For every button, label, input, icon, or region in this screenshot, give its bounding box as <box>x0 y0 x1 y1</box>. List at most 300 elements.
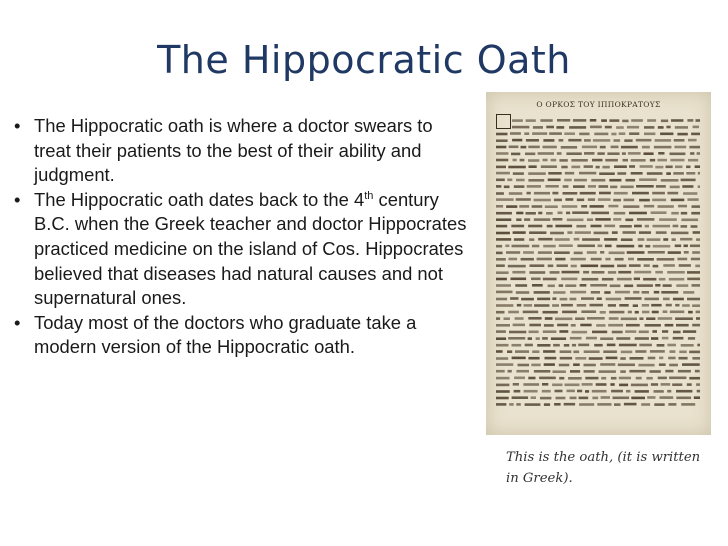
oath-word-stroke <box>496 192 504 195</box>
oath-word-stroke <box>626 179 636 182</box>
oath-word-stroke <box>571 159 588 162</box>
oath-word-stroke <box>619 304 628 307</box>
oath-word-stroke <box>532 350 539 353</box>
oath-word-stroke <box>628 311 632 314</box>
oath-word-stroke <box>558 212 563 215</box>
oath-word-stroke <box>537 258 552 261</box>
oath-word-stroke <box>509 403 514 406</box>
oath-word-stroke <box>559 284 564 287</box>
oath-word-stroke <box>666 172 671 175</box>
oath-word-stroke <box>526 119 536 122</box>
oath-word-stroke <box>678 205 687 208</box>
oath-word-stroke <box>657 159 667 162</box>
oath-word-stroke <box>525 153 535 156</box>
oath-word-stroke <box>639 178 657 181</box>
oath-word-stroke <box>633 291 639 294</box>
oath-word-stroke <box>637 258 654 261</box>
oath-word-stroke <box>652 199 666 202</box>
oath-word-stroke <box>636 185 654 188</box>
oath-word-stroke <box>515 350 529 353</box>
oath-text-lines <box>486 92 711 435</box>
oath-word-stroke <box>527 185 541 188</box>
oath-word-stroke <box>570 397 577 400</box>
oath-word-stroke <box>543 146 557 149</box>
oath-word-stroke <box>512 357 526 360</box>
oath-word-stroke <box>639 317 643 320</box>
oath-word-stroke <box>587 251 597 254</box>
oath-word-stroke <box>647 396 655 399</box>
oath-word-stroke <box>614 403 621 406</box>
oath-word-stroke <box>622 120 628 123</box>
oath-word-stroke <box>591 179 605 182</box>
oath-word-stroke <box>543 350 555 353</box>
oath-word-stroke <box>660 396 674 399</box>
oath-word-stroke <box>514 185 525 188</box>
oath-word-stroke <box>534 218 551 221</box>
oath-word-stroke <box>591 291 600 294</box>
oath-word-stroke <box>661 291 678 294</box>
oath-word-stroke <box>496 397 509 400</box>
oath-word-stroke <box>553 218 563 221</box>
oath-word-stroke <box>671 232 689 235</box>
oath-word-stroke <box>661 120 668 123</box>
oath-word-stroke <box>577 304 587 307</box>
oath-word-stroke <box>673 337 684 340</box>
oath-word-stroke <box>531 396 536 399</box>
oath-word-stroke <box>681 212 687 215</box>
oath-word-stroke <box>613 397 630 400</box>
oath-word-stroke <box>632 192 649 195</box>
oath-word-stroke <box>623 159 629 162</box>
oath-word-stroke <box>562 205 578 208</box>
oath-word-stroke <box>670 186 680 189</box>
oath-word-stroke <box>642 146 650 149</box>
oath-word-stroke <box>551 159 557 162</box>
oath-word-stroke <box>624 199 635 202</box>
oath-word-stroke <box>674 146 686 149</box>
oath-word-stroke <box>619 384 628 387</box>
oath-word-stroke <box>512 344 522 347</box>
oath-word-stroke <box>625 297 642 300</box>
oath-word-stroke <box>528 317 541 320</box>
oath-word-stroke <box>564 344 570 347</box>
oath-word-stroke <box>584 139 591 142</box>
oath-word-stroke <box>567 219 584 222</box>
oath-word-stroke <box>538 152 554 155</box>
oath-word-stroke <box>675 304 679 307</box>
oath-word-stroke <box>629 264 641 267</box>
oath-word-stroke <box>496 185 501 188</box>
oath-word-stroke <box>625 330 636 333</box>
oath-word-stroke <box>496 146 506 149</box>
oath-word-stroke <box>504 317 510 320</box>
oath-word-stroke <box>496 377 510 380</box>
oath-word-stroke <box>652 330 657 333</box>
oath-word-stroke <box>651 304 661 307</box>
oath-word-stroke <box>557 119 570 122</box>
oath-word-stroke <box>672 238 676 241</box>
oath-word-stroke <box>670 311 685 314</box>
oath-word-stroke <box>523 383 539 386</box>
oath-word-stroke <box>633 304 638 307</box>
oath-word-stroke <box>528 179 544 182</box>
oath-word-stroke <box>630 357 644 360</box>
oath-word-stroke <box>555 318 572 321</box>
oath-word-stroke <box>584 165 593 168</box>
oath-word-stroke <box>604 291 610 294</box>
oath-word-stroke <box>611 390 623 393</box>
oath-word-stroke <box>544 324 554 327</box>
oath-word-stroke <box>652 311 659 314</box>
oath-word-stroke <box>565 172 574 175</box>
bullet-text: Today most of the doctors who graduate take a modern version of the Hippocratic oath. <box>34 311 417 358</box>
oath-word-stroke <box>644 152 654 155</box>
oath-word-stroke <box>534 370 550 373</box>
oath-word-stroke <box>534 304 549 307</box>
oath-word-stroke <box>550 271 560 274</box>
oath-word-stroke <box>573 351 579 354</box>
oath-word-stroke <box>619 132 626 135</box>
oath-word-stroke <box>628 258 634 261</box>
oath-word-stroke <box>590 119 597 122</box>
oath-word-stroke <box>661 383 671 386</box>
oath-word-stroke <box>528 377 535 380</box>
oath-word-stroke <box>682 304 690 307</box>
oath-word-stroke <box>544 363 555 366</box>
oath-word-stroke <box>528 225 542 228</box>
oath-word-stroke <box>512 245 530 248</box>
oath-word-stroke <box>607 152 619 155</box>
oath-word-stroke <box>542 383 548 386</box>
oath-word-stroke <box>647 119 656 122</box>
oath-word-stroke <box>687 278 700 281</box>
oath-word-stroke <box>553 291 565 294</box>
oath-word-stroke <box>679 351 686 354</box>
oath-word-stroke <box>504 186 510 189</box>
oath-word-stroke <box>592 271 605 274</box>
oath-word-stroke <box>516 218 521 221</box>
oath-word-stroke <box>506 205 517 208</box>
oath-word-stroke <box>592 397 598 400</box>
oath-word-stroke <box>537 344 550 347</box>
oath-word-stroke <box>663 310 668 313</box>
oath-word-stroke <box>538 251 552 254</box>
oath-word-stroke <box>599 370 616 373</box>
oath-word-stroke <box>638 245 642 248</box>
oath-word-stroke <box>581 265 599 268</box>
oath-word-stroke <box>554 199 562 202</box>
oath-word-stroke <box>519 205 529 208</box>
oath-word-stroke <box>515 284 527 287</box>
oath-word-stroke <box>681 403 695 406</box>
oath-word-stroke <box>605 159 618 162</box>
oath-word-stroke <box>571 258 586 261</box>
oath-word-stroke <box>524 304 533 307</box>
oath-word-stroke <box>530 264 545 267</box>
oath-word-stroke <box>582 383 593 386</box>
oath-word-stroke <box>559 244 573 247</box>
oath-word-stroke <box>642 304 649 307</box>
oath-word-stroke <box>621 351 633 354</box>
oath-word-stroke <box>562 311 577 314</box>
oath-word-stroke <box>585 377 598 380</box>
oath-word-stroke <box>496 311 505 314</box>
oath-word-stroke <box>515 317 524 320</box>
oath-word-stroke <box>559 364 570 367</box>
oath-word-stroke <box>650 350 665 353</box>
bullet-item <box>14 188 474 311</box>
oath-word-stroke <box>570 298 577 301</box>
oath-word-stroke <box>600 363 615 366</box>
oath-word-stroke <box>546 126 554 129</box>
oath-word-stroke <box>513 231 526 234</box>
oath-word-stroke <box>528 357 539 360</box>
oath-word-stroke <box>496 317 500 320</box>
oath-word-stroke <box>620 370 626 373</box>
oath-word-stroke <box>512 271 525 274</box>
oath-word-stroke <box>513 172 524 175</box>
oath-word-stroke <box>691 212 700 215</box>
oath-word-stroke <box>516 370 529 373</box>
oath-word-stroke <box>677 133 687 136</box>
oath-word-stroke <box>534 192 550 195</box>
oath-word-stroke <box>663 264 675 267</box>
oath-word-stroke <box>576 225 586 228</box>
oath-word-stroke <box>507 350 512 353</box>
oath-word-stroke <box>545 205 558 208</box>
oath-word-stroke <box>620 225 632 228</box>
oath-word-stroke <box>587 317 605 320</box>
oath-word-stroke <box>670 159 684 162</box>
oath-word-stroke <box>666 126 670 129</box>
oath-word-stroke <box>547 225 553 228</box>
oath-word-stroke <box>496 212 512 215</box>
oath-word-stroke <box>682 363 700 366</box>
oath-word-stroke <box>691 225 698 228</box>
oath-word-stroke <box>666 166 673 169</box>
oath-word-stroke <box>642 291 649 294</box>
oath-word-stroke <box>629 165 635 168</box>
oath-word-stroke <box>686 166 690 169</box>
oath-word-stroke <box>621 318 637 321</box>
oath-word-stroke <box>525 403 541 406</box>
oath-word-stroke <box>566 212 570 215</box>
oath-word-stroke <box>496 179 505 182</box>
oath-word-stroke <box>616 245 634 248</box>
oath-word-stroke <box>617 172 626 175</box>
oath-word-stroke <box>659 218 677 221</box>
oath-word-stroke <box>590 284 607 287</box>
oath-word-stroke <box>565 284 576 287</box>
oath-word-stroke <box>496 271 509 274</box>
oath-word-stroke <box>636 377 642 380</box>
oath-word-stroke <box>543 330 557 333</box>
oath-heading: Ο ΟΡΚΟΣ ΤΟΥ ΙΠΠΟΚΡΑΤΟΥΣ <box>536 100 661 109</box>
oath-word-stroke <box>583 271 589 274</box>
oath-word-stroke <box>629 212 647 215</box>
oath-word-stroke <box>688 337 695 340</box>
oath-word-stroke <box>681 344 694 347</box>
oath-word-stroke <box>545 185 558 188</box>
oath-word-stroke <box>642 311 649 314</box>
oath-word-stroke <box>565 198 573 201</box>
oath-word-stroke <box>532 205 543 208</box>
oath-word-stroke <box>614 212 626 215</box>
oath-word-stroke <box>631 172 643 175</box>
oath-word-stroke <box>603 350 617 353</box>
oath-word-stroke <box>635 337 649 340</box>
oath-word-stroke <box>678 370 691 373</box>
oath-word-stroke <box>636 139 652 142</box>
oath-word-stroke <box>680 238 692 241</box>
oath-word-stroke <box>560 350 572 353</box>
oath-word-stroke <box>542 337 548 340</box>
oath-word-stroke <box>521 258 534 261</box>
oath-word-stroke <box>687 198 698 201</box>
oath-word-stroke <box>563 192 578 195</box>
oath-word-stroke <box>496 205 503 208</box>
oath-word-stroke <box>574 179 587 182</box>
oath-word-stroke <box>657 344 665 347</box>
oath-word-stroke <box>521 298 534 301</box>
oath-word-stroke <box>553 344 560 347</box>
oath-word-stroke <box>608 324 623 327</box>
oath-word-stroke <box>508 311 519 314</box>
oath-word-stroke <box>555 225 572 228</box>
oath-word-stroke <box>647 172 663 175</box>
oath-word-stroke <box>516 403 521 406</box>
oath-word-stroke <box>496 403 506 406</box>
oath-word-stroke <box>658 152 664 155</box>
oath-word-stroke <box>590 126 602 129</box>
oath-word-stroke <box>549 132 562 135</box>
oath-word-stroke <box>538 212 542 215</box>
oath-word-stroke <box>626 324 640 327</box>
oath-word-stroke <box>697 390 700 393</box>
oath-word-stroke <box>679 264 691 267</box>
oath-word-stroke <box>673 298 684 301</box>
oath-word-stroke <box>513 383 519 386</box>
oath-word-stroke <box>655 166 663 169</box>
oath-word-stroke <box>601 119 607 122</box>
oath-word-stroke <box>543 278 557 281</box>
oath-word-stroke <box>611 377 617 380</box>
oath-word-stroke <box>621 238 633 241</box>
oath-word-stroke <box>668 251 681 254</box>
oath-word-stroke <box>588 185 596 188</box>
oath-word-stroke <box>532 284 543 287</box>
oath-word-stroke <box>577 390 582 393</box>
oath-word-stroke <box>553 370 566 373</box>
oath-word-stroke <box>570 337 582 340</box>
oath-word-stroke <box>534 291 550 294</box>
oath-word-stroke <box>496 245 502 248</box>
oath-word-stroke <box>584 152 595 155</box>
oath-word-stroke <box>513 324 525 327</box>
oath-word-stroke <box>580 324 591 327</box>
oath-word-stroke <box>596 166 600 169</box>
oath-word-stroke <box>684 245 688 248</box>
oath-word-stroke <box>539 377 556 380</box>
oath-word-stroke <box>524 132 529 135</box>
oath-word-stroke <box>659 278 666 281</box>
oath-word-stroke <box>554 403 561 406</box>
oath-word-stroke <box>573 185 585 188</box>
oath-word-stroke <box>651 383 658 386</box>
oath-word-stroke <box>598 198 611 201</box>
oath-word-stroke <box>564 132 575 135</box>
oath-word-stroke <box>496 225 507 228</box>
oath-word-stroke <box>532 132 547 135</box>
oath-word-stroke <box>624 139 632 142</box>
oath-word-stroke <box>625 219 633 222</box>
oath-word-stroke <box>690 245 700 248</box>
oath-word-stroke <box>580 284 587 287</box>
oath-word-stroke <box>544 403 550 406</box>
oath-word-stroke <box>555 238 570 241</box>
oath-word-stroke <box>663 284 672 287</box>
oath-word-stroke <box>644 205 654 208</box>
oath-word-stroke <box>594 232 609 235</box>
oath-word-stroke <box>599 192 611 195</box>
oath-word-stroke <box>496 390 510 393</box>
oath-word-stroke <box>496 324 510 327</box>
oath-word-stroke <box>496 344 509 347</box>
oath-word-stroke <box>617 265 626 268</box>
oath-word-stroke <box>577 245 595 248</box>
oath-word-stroke <box>650 370 661 373</box>
oath-word-stroke <box>562 271 580 274</box>
oath-word-stroke <box>589 357 603 360</box>
oath-word-stroke <box>561 146 577 149</box>
oath-word-stroke <box>597 403 611 406</box>
oath-word-stroke <box>609 317 619 320</box>
superscript: th <box>364 189 374 202</box>
oath-word-stroke <box>496 258 506 261</box>
oath-word-stroke <box>579 397 589 400</box>
oath-word-stroke <box>688 311 693 314</box>
oath-word-stroke <box>582 238 600 241</box>
oath-word-stroke <box>612 231 618 234</box>
oath-word-stroke <box>543 245 556 248</box>
oath-word-stroke <box>681 179 696 182</box>
oath-word-stroke <box>638 238 645 241</box>
oath-word-stroke <box>594 344 603 347</box>
oath-word-stroke <box>683 192 697 195</box>
oath-word-stroke <box>684 251 689 254</box>
oath-word-stroke <box>639 231 651 234</box>
oath-word-stroke <box>692 205 701 208</box>
oath-word-stroke <box>516 179 525 182</box>
image-caption: This is the oath, (it is written in Greek). <box>506 450 701 486</box>
oath-word-stroke <box>496 232 510 235</box>
oath-word-stroke <box>693 126 699 129</box>
oath-word-stroke <box>590 205 604 208</box>
oath-word-stroke <box>556 397 566 400</box>
oath-word-stroke <box>600 146 606 149</box>
slide-title: The Hippocratic Oath <box>157 38 571 82</box>
oath-word-stroke <box>529 271 545 274</box>
oath-word-stroke <box>673 331 681 334</box>
oath-word-stroke <box>697 344 700 347</box>
oath-word-stroke <box>509 331 526 334</box>
oath-word-stroke <box>505 245 509 248</box>
oath-word-stroke <box>677 258 687 261</box>
oath-word-stroke <box>581 310 596 313</box>
oath-word-stroke <box>561 166 567 169</box>
oath-word-stroke <box>695 370 700 373</box>
oath-word-stroke <box>616 126 624 129</box>
